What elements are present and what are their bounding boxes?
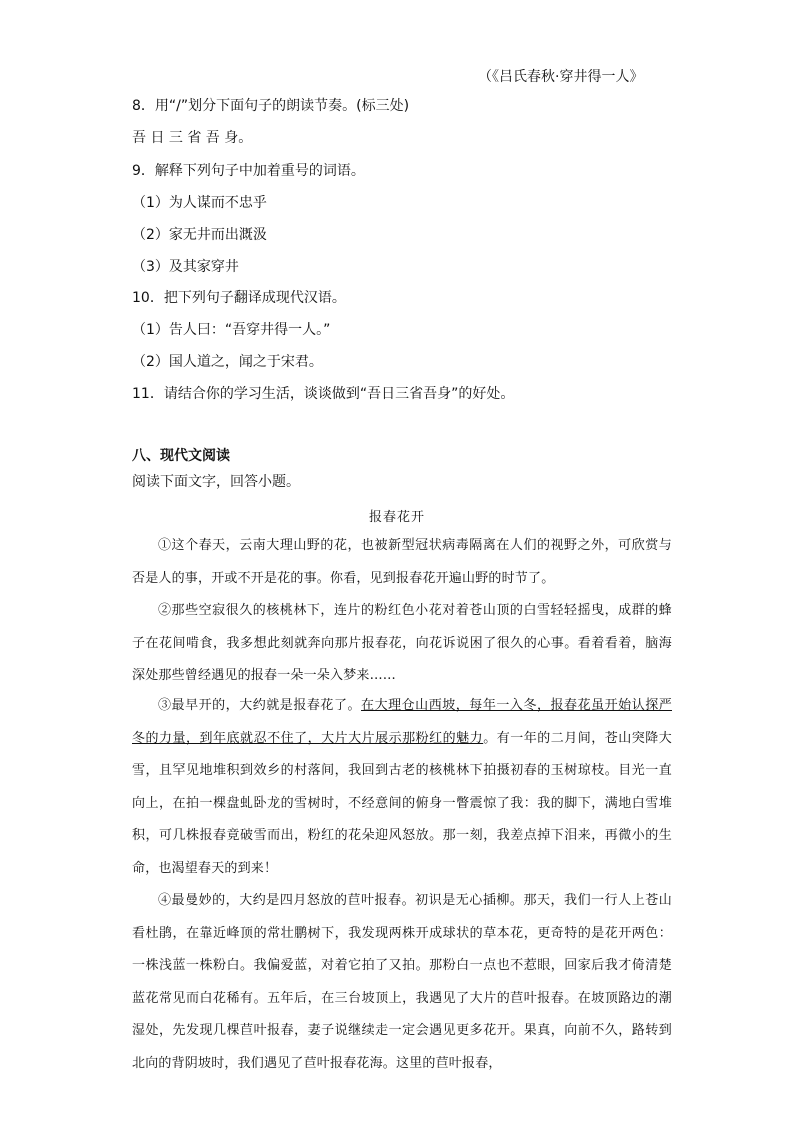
paragraph-3 [132,690,672,885]
article-title: 报春花开 [368,510,425,525]
question-9-item-2: （2）家无井而出溉汲 [132,227,267,243]
question-9: 9．解释下列句子中加着重号的词语。 [132,163,365,179]
paragraph-3-underlined: 在大理仓山西坡，每年一入冬，报春花虽开始认探严冬的力量，到年底就忍不住了，大片大片展示那粉红的魅力 [132,698,672,746]
source-citation: （《吕氏春秋·穿井得一人》 [478,69,644,85]
question-8: 8．用“/”划分下面句子的朗读节奏。(标三处) [132,98,410,114]
question-11: 11．请结合你的学习生活，谈谈做到“吾日三省吾身”的好处。 [132,386,515,402]
reading-instruction: 阅读下面文字，回答小题。 [132,474,300,490]
question-9-item-1: （1）为人谋而不忠乎 [132,195,267,211]
question-8-sentence: 吾 日 三 省 吾 身。 [132,130,253,146]
question-10-item-1: （1）告人曰：“吾穿井得一人。” [132,322,331,338]
question-10: 10．把下列句子翻译成现代汉语。 [132,290,346,306]
paragraph-2: ②那些空寂很久的核桃林下，连片的粉红色小花对着苍山顶的白雪轻轻摇曳，成群的蜂子在花间啃食，我多想此刻就奔向那片报春花，向花诉说困了很久的心事。看着看着，脑海深处那些曾经遇见的报春一朵一朵入梦来…… [132,603,672,683]
question-9-item-3: （3）及其家穿井 [132,259,239,275]
section-heading: 八、现代文阅读 [132,448,230,464]
paragraph-3-end: 。有一年的二月间，苍山突降大雪，且罕见地堆积到效乡的村落间，我回到古老的核桃林下拍摄初春的玉树琼枝。目光一直向上，在拍一棵盘虬卧龙的雪树时，不经意间的俯身一瞥震惊了我：我的脚下，满地白雪堆积，可几株报春竟破雪而出，粉红的花朵迎风怒放。那一刻，我差点掉下泪来，再微小的生命，也渴望春天的到来！ [132,730,672,876]
question-10-item-2: （2）国人道之，闻之于宋君。 [132,354,323,370]
paragraph-4: ④最曼妙的，大约是四月怒放的苣叶报春。初识是无心插柳。那天，我们一行人上苍山看杜鹃，在靠近峰顶的常壮鹏树下，我发现两株开成球状的草本花，更奇特的是花开两色：一株浅蓝一株粉白。我偏爱蓝，对着它拍了又拍。那粉白一点也不惹眼，回家后我才倚清楚蓝花常见而白花稀有。五年后，在三台坡顶上，我遇见了大片的苣叶报春。在坡顶路边的潮湿处，先发现几棵苣叶报春，妻子说继续走一定会遇见更多花开。果真，向前不久，路转到北向的背阴坡时，我们遇见了苣叶报春花海。这里的苣叶报春， [132,893,672,1071]
paragraph-3-start: ③最早开的，大约就是报春花了。 [158,698,362,713]
paragraph-1: ①这个春天，云南大理山野的花，也被新型冠状病毒隔离在人们的视野之外，可欣赏与否是人的事，开或不开是花的事。你看，见到报春花开遍山野的时节了。 [132,538,672,586]
